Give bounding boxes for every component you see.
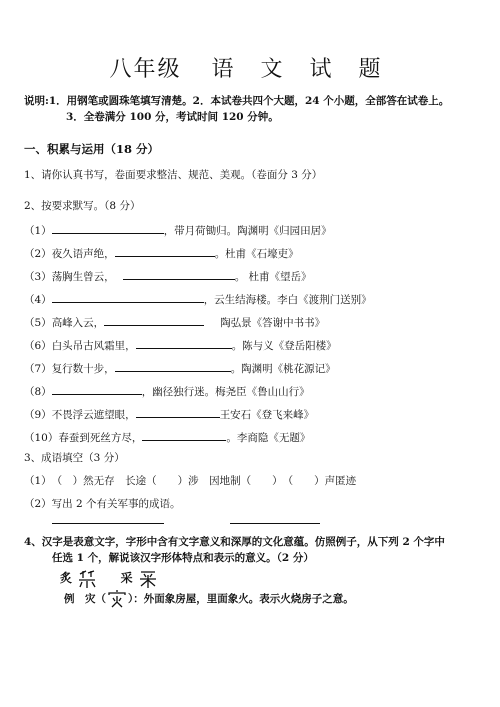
poem-line-2: （2）夜久语声绝， 。杜甫《石壕吏》 <box>24 245 299 261</box>
answer-blank[interactable] <box>52 291 204 303</box>
poem-line-7: （7）复行数十步， 。陶渊明《桃花源记》 <box>24 360 336 376</box>
seal-script-cai-icon <box>137 569 159 589</box>
answer-blank[interactable] <box>115 360 231 372</box>
answer-blank[interactable] <box>115 245 215 257</box>
answer-blank[interactable] <box>123 268 235 280</box>
idiom-fill-line: （1） （ ）然无存 长途（ ）涉 因地制（ ） （ ）声匿迹 <box>24 475 357 487</box>
title-subject: 语 文 试 题 <box>211 57 391 82</box>
answer-blank[interactable] <box>104 314 204 326</box>
poem-line-3: （3）荡胸生曾云， 。 杜甫《望岳》 <box>24 268 312 284</box>
page-title <box>0 52 500 83</box>
question-1: 1、请你认真书写，卷面要求整洁、规范、美观。（卷面分 3 分） <box>24 169 323 181</box>
character-options <box>60 568 159 589</box>
character-cai: 采 <box>120 571 133 585</box>
poem-line-1: （1） ，带月荷锄归。陶渊明《归园田居》 <box>24 222 332 238</box>
answer-blank[interactable] <box>52 383 142 395</box>
example-explanation: 例 灾（ ）：外面象房屋，里面象火。表示火烧房子之意。 <box>64 588 354 610</box>
seal-script-zai-icon <box>106 589 128 609</box>
question-2-heading: 2、按要求默写。（8 分） <box>24 200 141 212</box>
answer-blank[interactable] <box>52 222 164 234</box>
question-4-line-2: 任选 1 个，解说该汉字形体特点和表示的意义。（2 分） <box>52 552 314 564</box>
question-4-line-1: 4、汉字是表意文字，字形中含有文字意义和深厚的文化意蕴。仿照例子，从下列 2 个字中 <box>24 536 445 548</box>
seal-script-zhi-icon <box>76 569 98 589</box>
answer-line[interactable] <box>230 523 320 524</box>
poem-line-4: （4） ，云生结海楼。李白《渡荆门送别》 <box>24 291 372 307</box>
answer-blank[interactable] <box>142 429 226 441</box>
section-1-heading: 一、积累与运用（18 分） <box>24 142 160 156</box>
poem-line-8: （8） ，幽径独行迷。梅尧臣《鲁山山行》 <box>24 383 310 399</box>
instructions-line-1: 说明:1．用钢笔或圆珠笔填写清楚。2．本试卷共四个大题，24 个小题，全部答在试卷上。 <box>24 95 450 107</box>
poem-line-10: （10）春蚕到死丝方尽， 。李商隐《无题》 <box>24 429 310 445</box>
title-grade: 八年级 <box>109 57 182 82</box>
character-zhi: 炙 <box>60 571 73 585</box>
instructions-line-2: 3．全卷满分 100 分，考试时间 120 分钟。 <box>66 111 279 123</box>
poem-line-5: （5）高峰入云， 陶弘景《答谢中书书》 <box>24 314 325 330</box>
question-3-heading: 3、成语填空（3 分） <box>24 452 125 464</box>
answer-blank[interactable] <box>136 337 232 349</box>
poem-line-6: （6）白头吊古风霜里， 。陈与义《登岳阳楼》 <box>24 337 337 353</box>
idiom-military-prompt: （2）写出 2 个有关军事的成语。 <box>24 498 181 510</box>
answer-line[interactable] <box>52 523 164 524</box>
poem-line-9: （9）不畏浮云遮望眼， 王安石《登飞来峰》 <box>24 406 314 422</box>
answer-blank[interactable] <box>136 406 220 418</box>
